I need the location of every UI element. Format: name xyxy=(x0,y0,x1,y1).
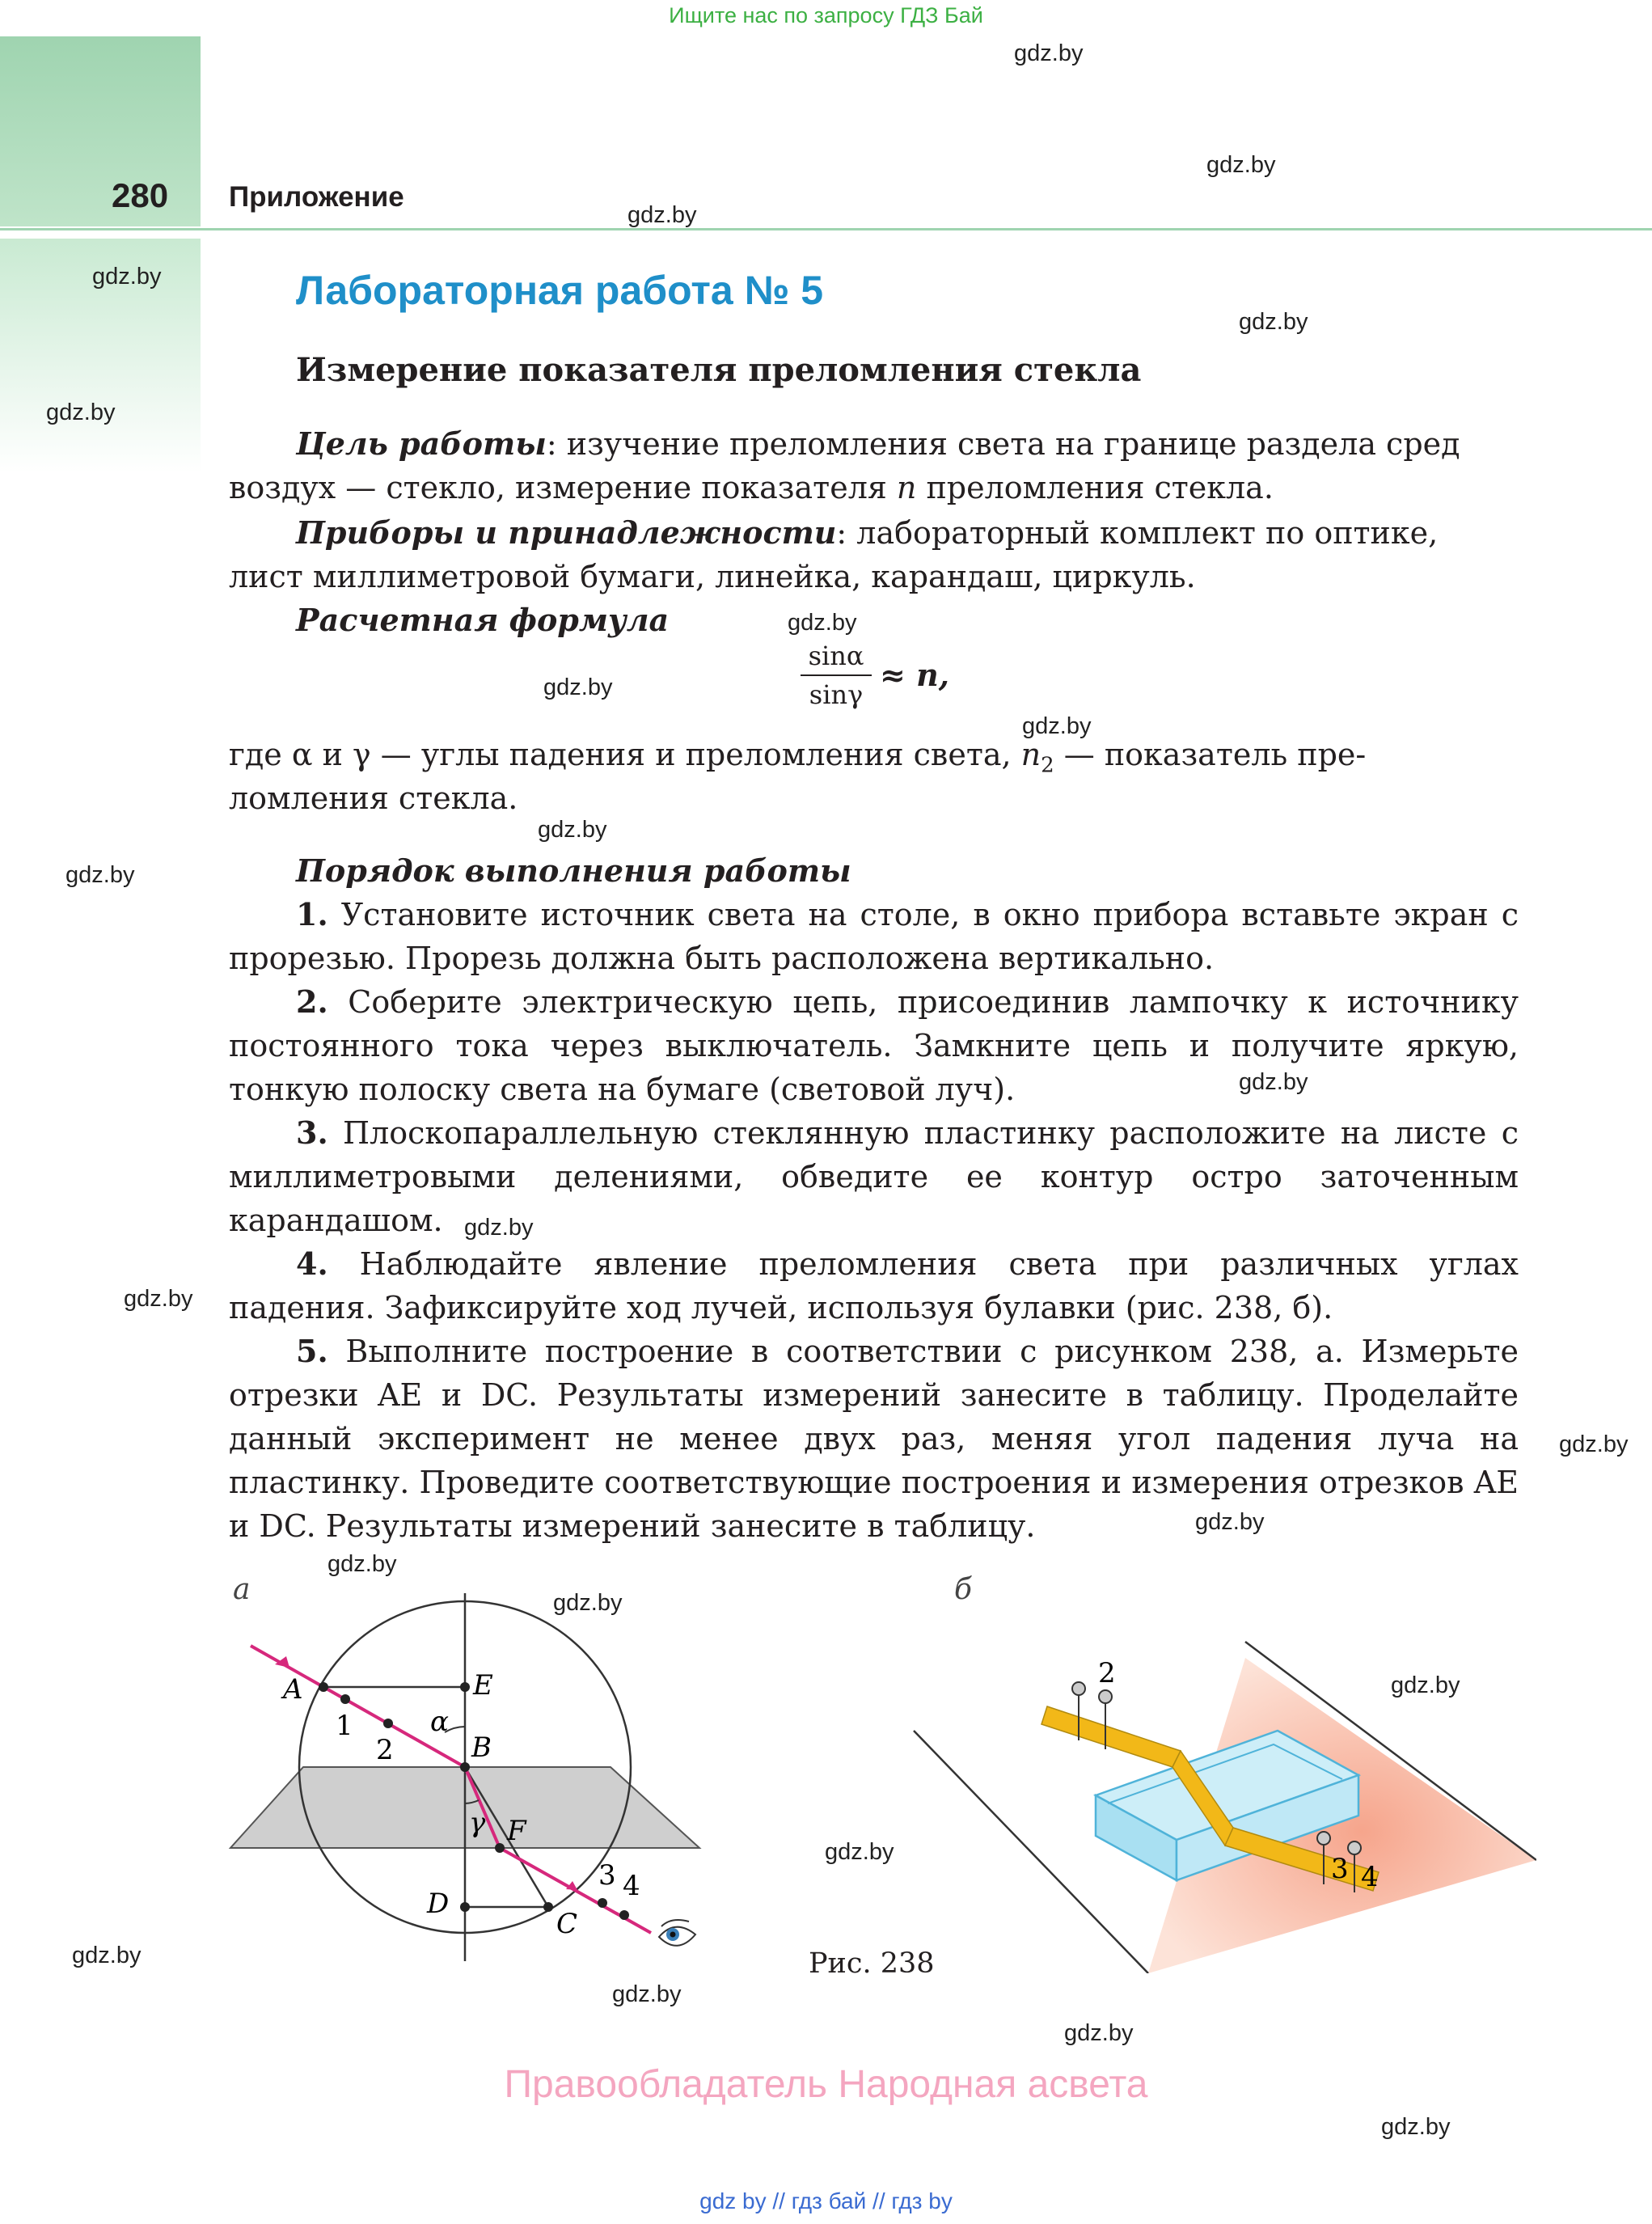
label-b-pin-4: 4 xyxy=(1361,1861,1379,1893)
watermark: gdz.by xyxy=(612,1981,682,2007)
point-d xyxy=(460,1902,470,1912)
formula-denominator: sinγ xyxy=(809,679,864,710)
goal-text-2b: преломления стекла. xyxy=(916,470,1274,505)
watermark: gdz.by xyxy=(788,610,857,636)
watermark: gdz.by xyxy=(124,1286,193,1312)
watermark: gdz.by xyxy=(1391,1672,1460,1698)
where-n: n xyxy=(1020,737,1041,772)
step-4: 4. Наблюдайте явление преломления света при различных углах падения. Зафиксируйте ход лучей, используя булавки (рис. 238, б). xyxy=(229,1245,1519,1326)
where-line-1: где α и γ — углы падения и преломления света, $n_2$ — показатель пре- xyxy=(229,737,1367,778)
point-a xyxy=(319,1682,328,1692)
watermark: gdz.by xyxy=(327,1551,397,1577)
figure-b-diagram xyxy=(906,1617,1536,1973)
label-gamma: γ xyxy=(469,1807,486,1839)
formula-label: Расчетная формула xyxy=(296,602,670,638)
step-2: 2. Соберите электрическую цепь, присоединив лампочку к источнику постоянного тока через выключатель. Замкните цепь и получите яркую, тонкую полоску света на бумаге (световой луч). xyxy=(229,983,1519,1107)
watermark: gdz.by xyxy=(1022,713,1092,739)
watermark: gdz.by xyxy=(65,862,135,888)
label-alpha: α xyxy=(430,1706,449,1738)
goal-text-2a: воздух — стекло, измерение показателя xyxy=(229,470,897,505)
pin-3 xyxy=(598,1898,607,1908)
top-search-hint[interactable]: Ищите нас по запросу ГДЗ Бай xyxy=(669,3,983,27)
point-e xyxy=(460,1682,470,1692)
watermark: gdz.by xyxy=(1195,1509,1265,1535)
watermark: gdz.by xyxy=(464,1215,534,1241)
watermark: gdz.by xyxy=(72,1943,142,1968)
watermark: gdz.by xyxy=(1239,1069,1308,1095)
goal-text-1: : изучение преломления света на границе раздела сред xyxy=(546,426,1460,462)
label-pin-3: 3 xyxy=(598,1859,616,1892)
watermark: gdz.by xyxy=(1064,2020,1134,2046)
figure-caption: Рис. 238 xyxy=(809,1947,935,1980)
page-number: 280 xyxy=(112,176,169,214)
where-subscript: 2 xyxy=(1041,753,1054,778)
label-d: D xyxy=(427,1888,450,1920)
paper-edge-left xyxy=(914,1731,1148,1973)
watermark: gdz.by xyxy=(1206,152,1276,178)
publisher-notice: Правообладатель Народная асвета xyxy=(504,2063,1148,2106)
goal-n: n xyxy=(896,470,917,505)
equipment-label: Приборы и принадлежности xyxy=(296,514,837,551)
section-title: Приложение xyxy=(229,181,404,213)
point-b xyxy=(460,1762,470,1772)
eye-icon xyxy=(659,1920,695,1946)
figure-a-diagram xyxy=(218,1569,720,1989)
formula-rhs: ≈ n, xyxy=(880,657,949,693)
footer-links[interactable]: gdz by // гдз бай // гдз by xyxy=(699,2188,953,2213)
watermark: gdz.by xyxy=(1239,309,1308,335)
header-rule xyxy=(0,228,1652,230)
point-f xyxy=(495,1843,505,1853)
formula-numerator: sinα xyxy=(801,641,872,676)
header-green-tab xyxy=(0,36,201,226)
watermark: gdz.by xyxy=(627,202,697,228)
label-e: E xyxy=(473,1669,493,1702)
label-b-pin-2: 2 xyxy=(1098,1657,1116,1689)
where-line-2: ломления стекла. xyxy=(229,780,518,816)
watermark: gdz.by xyxy=(825,1839,894,1865)
goal-line-2 xyxy=(229,466,1274,509)
pin-1 xyxy=(340,1694,350,1704)
formula-fraction xyxy=(801,641,872,710)
label-pin-2: 2 xyxy=(376,1734,394,1766)
label-b: B xyxy=(471,1731,492,1764)
equipment-line-2: лист миллиметровой бумаги, линейка, карандаш, циркуль. xyxy=(229,559,1196,594)
incident-ray-band xyxy=(1041,1706,1181,1767)
point-c xyxy=(543,1902,553,1912)
pin-4 xyxy=(619,1910,629,1920)
lab-title: Лабораторная работа № 5 xyxy=(296,268,824,313)
watermark: gdz.by xyxy=(1381,2114,1451,2140)
step-5: 5. Выполните построение в соответствии с рисунком 238, а. Измерьте отрезки AE и DC. Результаты измерений занесите в таблицу. Проделайте данный эксперимент не менее двух раз, меняя угол падения луча на пластинку. Проведите соответствующие построения и измерения отрезков AE и DC. Результаты измерений занесите в таблицу. xyxy=(229,1333,1519,1544)
label-f: F xyxy=(507,1815,526,1847)
step-1: 1. Установите источник света на столе, в окно прибора вставьте экран с прорезью. Прорезь должна быть расположена вертикально. xyxy=(229,896,1519,976)
equipment-text-1: : лабораторный комплект по оптике, xyxy=(836,515,1439,551)
equipment-line-1 xyxy=(296,511,1438,555)
pin-2 xyxy=(383,1719,393,1728)
panel-b-letter: б xyxy=(954,1573,972,1606)
watermark: gdz.by xyxy=(543,674,613,700)
watermark: gdz.by xyxy=(1014,40,1084,66)
watermark: gdz.by xyxy=(1559,1431,1629,1457)
label-b-pin-3: 3 xyxy=(1331,1853,1349,1885)
watermark: gdz.by xyxy=(553,1590,623,1616)
goal-label: Цель работы xyxy=(296,425,547,462)
label-pin-1: 1 xyxy=(336,1710,353,1742)
goal-line-1 xyxy=(296,422,1460,466)
label-c: C xyxy=(556,1908,578,1940)
label-pin-4: 4 xyxy=(623,1870,640,1902)
watermark: gdz.by xyxy=(92,264,162,290)
watermark: gdz.by xyxy=(46,400,116,425)
lab-subtitle: Измерение показателя преломления стекла xyxy=(296,351,1142,389)
procedure-label: Порядок выполнения работы xyxy=(296,852,851,889)
watermark: gdz.by xyxy=(538,817,607,843)
panel-a-letter: а xyxy=(233,1573,251,1606)
step-3: 3. Плоскопараллельную стеклянную пластинку расположите на листе с миллиметровыми делениями, обведите ее контур остро заточенным карандашом. xyxy=(229,1114,1519,1238)
label-a: A xyxy=(283,1673,303,1706)
